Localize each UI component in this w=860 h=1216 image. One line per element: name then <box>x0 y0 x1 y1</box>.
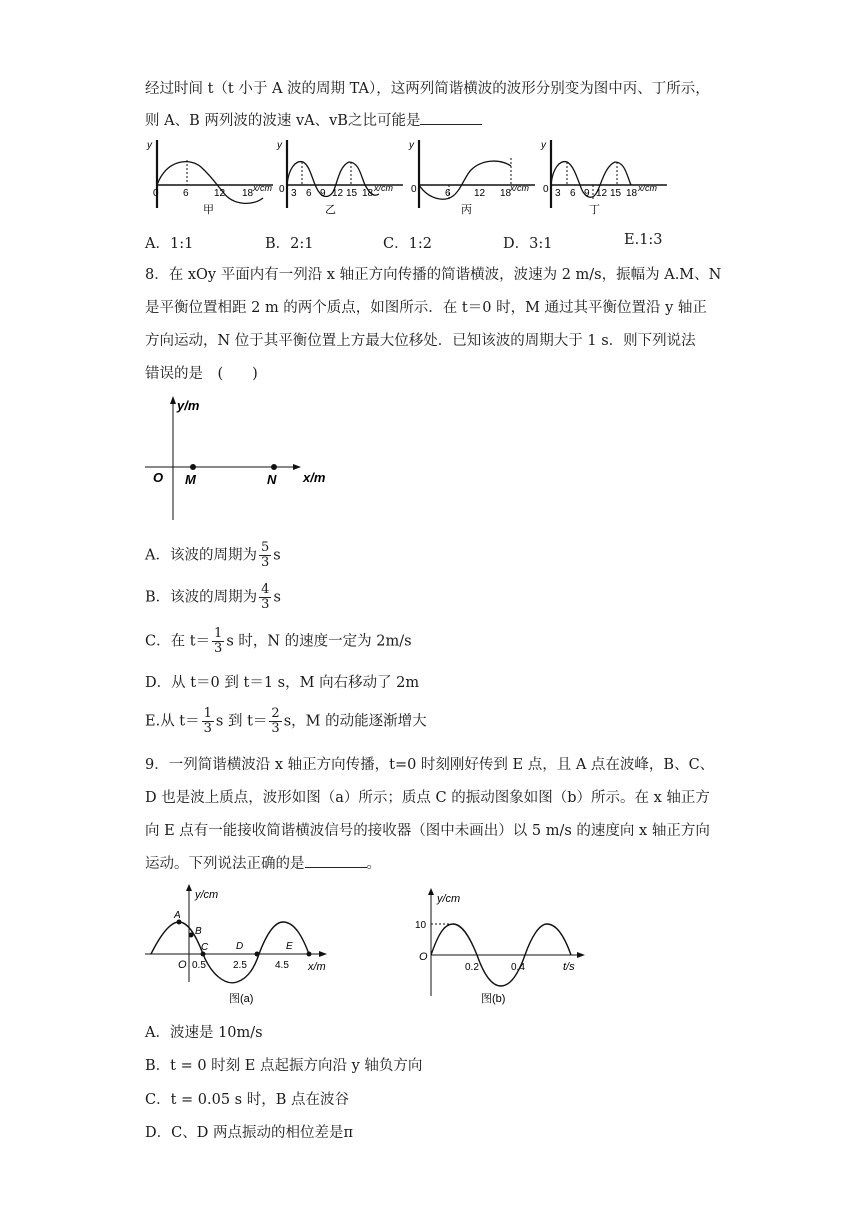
yi-tick-15: 15 <box>346 188 358 199</box>
fraction <box>259 541 271 570</box>
q8-option-b[interactable] <box>145 583 281 612</box>
q9-stem-line4 <box>145 852 381 873</box>
q8-y-axis-label: y/m <box>177 398 200 413</box>
yi-tick-12: 12 <box>332 188 344 199</box>
ding-tick-0: 0 <box>543 184 549 195</box>
point-d-label: D <box>236 941 244 952</box>
q8-axis-figure <box>145 394 345 524</box>
jia-y-label: y <box>147 140 152 151</box>
fraction-numerator: 5 <box>260 540 270 555</box>
q9-vibration-graph-b <box>395 886 595 1006</box>
q8-stem-line4: 错误的是 ( ) <box>145 366 258 382</box>
q8-option-c[interactable] <box>145 627 412 656</box>
q8-origin-label: O <box>153 470 164 485</box>
yi-tick-0: 0 <box>279 184 285 195</box>
point-d-marker <box>255 952 260 957</box>
q9-stem-line1: 9．一列简谐横波沿 x 轴正方向传播，t=0 时刻刚好传到 E 点，且 A 点在波峰，B、C、 <box>145 757 715 773</box>
fraction <box>259 583 271 612</box>
fraction <box>212 627 224 656</box>
q7-stem-line2-text: 则 A、B 两列波的波速 vA、vB之比可能是 <box>145 113 421 129</box>
fraction-denominator: 3 <box>261 597 270 612</box>
jia-caption: 甲 <box>203 204 214 216</box>
jia-tick-6: 6 <box>183 188 189 199</box>
figb-amplitude-label: 10 <box>415 920 427 931</box>
point-b-marker <box>189 933 194 938</box>
q8-option-c-tail: s 时，N 的速度一定为 2m/s <box>226 633 412 650</box>
fraction-numerator: 4 <box>261 582 270 597</box>
yi-caption: 乙 <box>325 204 336 216</box>
q8-option-d[interactable]: D．从 t＝0 到 t＝1 s，M 向右移动了 2m <box>145 675 420 691</box>
yi-tick-18: 18 <box>362 188 374 199</box>
panel-jia <box>146 140 273 216</box>
yi-tick-9: 9 <box>320 188 326 199</box>
point-m-marker <box>190 464 196 470</box>
q7-option-b[interactable]: B．2:1 <box>265 236 314 252</box>
figa-y-axis-label: y/cm <box>195 889 219 901</box>
figa-tick-2-5: 2.5 <box>233 960 247 971</box>
q9-stem-line4-text: 运动。下列说法正确的是 <box>145 856 305 872</box>
q9-option-a[interactable]: A．波速是 10m/s <box>145 1025 263 1041</box>
bing-y-label: y <box>409 140 414 151</box>
ding-tick-3: 3 <box>555 188 561 199</box>
q7-wave-figures <box>145 136 675 218</box>
q8-option-b-text: B．该波的周期为 <box>145 589 258 606</box>
yi-tick-3: 3 <box>291 188 297 199</box>
q8-option-c-text: C．在 t＝ <box>145 633 211 650</box>
fraction-denominator: 3 <box>203 721 212 736</box>
q7-option-e[interactable]: E.1:3 <box>624 232 663 248</box>
point-b-label: B <box>195 926 202 937</box>
bing-tick-6: 6 <box>445 188 451 199</box>
point-m-label: M <box>185 472 196 487</box>
figa-caption: 图(a) <box>229 993 254 1005</box>
q8-stem-line2: 是平衡位置相距 2 m 的两个质点，如图所示．在 t＝0 时，M 通过其平衡位置沿 y 轴正 <box>145 300 707 316</box>
fraction-denominator: 3 <box>260 555 270 570</box>
q9-wave-graph-a <box>145 882 345 1007</box>
figb-tick-0-4: 0.4 <box>511 962 525 973</box>
ding-tick-6: 6 <box>570 188 576 199</box>
fraction-denominator: 3 <box>271 721 280 736</box>
point-n-marker <box>271 464 277 470</box>
jia-tick-0: 0 <box>153 188 159 199</box>
figa-x-axis-label: x/m <box>308 961 326 973</box>
q8-stem-line1: 8．在 xOy 平面内有一列沿 x 轴正方向传播的简谐横波，波速为 2 m/s，振幅为 A.M、N <box>145 267 722 283</box>
q7-option-c[interactable]: C．1:2 <box>383 236 432 252</box>
fraction-denominator: 3 <box>214 641 223 656</box>
ding-tick-12: 12 <box>596 188 608 199</box>
q7-stem-line2 <box>145 109 482 130</box>
fraction-numerator: 2 <box>271 706 280 721</box>
point-e-marker <box>307 952 312 957</box>
answer-blank <box>305 855 367 868</box>
q8-option-e-mid: s 到 t＝ <box>215 713 268 730</box>
yi-tick-6: 6 <box>306 188 312 199</box>
bing-caption: 丙 <box>461 204 472 216</box>
point-c-label: C <box>201 942 209 953</box>
jia-tick-12: 12 <box>214 188 226 199</box>
q8-x-axis-label: x/m <box>303 470 326 485</box>
q8-option-e-text: E.从 t＝ <box>145 713 200 730</box>
q9-stem-line3: 向 E 点有一能接收简谐横波信号的接收器（图中未画出）以 5 m/s 的速度向 x 轴正方向 <box>145 823 710 839</box>
q9-option-c[interactable]: C．t = 0.05 s 时，B 点在波谷 <box>145 1092 349 1108</box>
bing-tick-0: 0 <box>411 184 417 195</box>
q8-option-e[interactable] <box>145 707 427 736</box>
bing-tick-18: 18 <box>500 188 512 199</box>
q7-stem-line1: 经过时间 t（t 小于 A 波的周期 TA），这两列简谐横波的波形分别变为图中丙、丁所示， <box>145 81 710 97</box>
q9-stem-line4-end: 。 <box>366 856 381 872</box>
figb-caption: 图(b) <box>481 993 506 1005</box>
q8-option-a-unit: s <box>273 547 281 564</box>
ding-tick-9: 9 <box>584 188 590 199</box>
fraction-numerator: 1 <box>203 706 212 721</box>
jia-x-unit: x/cm <box>253 183 272 193</box>
bing-x-unit: x/cm <box>510 183 529 193</box>
q8-stem-line3: 方向运动，N 位于其平衡位置上方最大位移处．已知该波的周期大于 1 s．则下列说法 <box>145 333 696 349</box>
figa-origin-label: O <box>178 959 187 971</box>
panel-bing <box>408 140 535 216</box>
yi-x-unit: x/cm <box>374 183 393 193</box>
figa-tick-0-5: 0.5 <box>192 960 206 971</box>
q9-option-d[interactable]: D．C、D 两点振动的相位差是π <box>145 1125 353 1141</box>
q8-option-e-tail: s，M 的动能逐渐增大 <box>283 713 427 730</box>
ding-tick-18: 18 <box>626 188 638 199</box>
ding-y-label: y <box>541 140 546 151</box>
point-e-label: E <box>286 941 293 952</box>
q9-stem-line2: D 也是波上质点，波形如图（a）所示；质点 C 的振动图象如图（b）所示。在 x 轴正方 <box>145 790 710 806</box>
point-n-label: N <box>267 472 277 487</box>
fraction <box>269 707 281 736</box>
panel-ding <box>540 140 667 216</box>
q8-option-a-text: A．该波的周期为 <box>145 547 257 564</box>
figa-tick-4-5: 4.5 <box>275 960 289 971</box>
q7-option-d[interactable]: D．3:1 <box>503 236 553 252</box>
answer-blank <box>420 112 482 125</box>
q7-options <box>145 232 705 252</box>
ding-caption: 丁 <box>589 204 600 216</box>
q7-option-a[interactable]: A．1:1 <box>145 236 194 252</box>
fraction-numerator: 1 <box>214 626 223 641</box>
q9-option-b[interactable]: B．t = 0 时刻 E 点起振方向沿 y 轴负方向 <box>145 1058 423 1074</box>
figb-origin-label: O <box>419 951 428 963</box>
figb-y-axis-label: y/cm <box>437 893 461 905</box>
fraction <box>202 707 214 736</box>
ding-tick-15: 15 <box>610 188 622 199</box>
ding-x-unit: x/cm <box>638 183 657 193</box>
figb-x-axis-label: t/s <box>563 961 575 973</box>
figb-tick-0-2: 0.2 <box>465 962 479 973</box>
q8-option-b-unit: s <box>273 589 281 606</box>
bing-tick-12: 12 <box>474 188 486 199</box>
point-a-label: A <box>174 910 181 921</box>
jia-tick-18: 18 <box>242 188 254 199</box>
q8-option-a[interactable] <box>145 541 281 570</box>
yi-y-label: y <box>277 140 282 151</box>
panel-yi <box>276 140 403 216</box>
